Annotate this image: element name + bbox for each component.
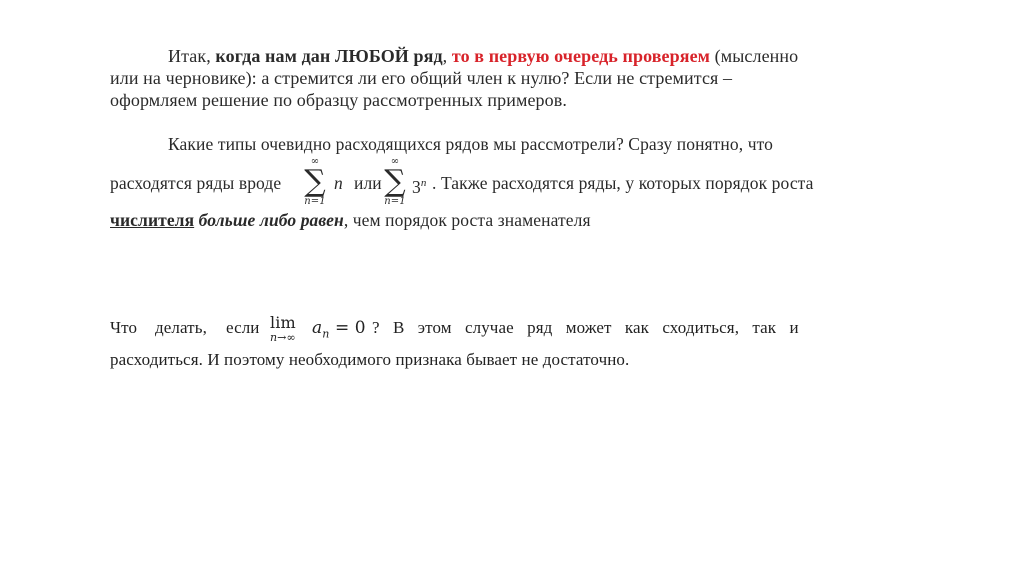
text-intro: Итак, bbox=[168, 46, 216, 66]
sum1-upper-limit: ∞ bbox=[310, 156, 320, 167]
sum1-lower-limit: n=1 bbox=[304, 196, 326, 207]
word-if: если bbox=[226, 318, 260, 337]
sum2-lower-limit: n=1 bbox=[384, 196, 406, 207]
text-check-first-highlight: то в первую очередь проверяем bbox=[451, 46, 711, 66]
paragraph-divergent-series bbox=[110, 133, 840, 233]
text-comma: , bbox=[442, 46, 452, 66]
paragraph1-line3: оформляем решение по образцу рассмотренных примеров. bbox=[110, 90, 567, 110]
text-greater-or-equal: больше либо равен bbox=[198, 210, 344, 230]
text-numerator: числителя bbox=[110, 210, 195, 230]
text-any-series: когда нам дан ЛЮБОЙ ряд bbox=[215, 46, 443, 66]
term-equals-zero: = 0 bbox=[329, 318, 366, 338]
paragraph-check-terms bbox=[110, 45, 830, 111]
paragraph3-row2: расходиться. И поэтому необходимого признака бывает не достаточно. bbox=[110, 350, 630, 369]
sum2-upper-limit: ∞ bbox=[390, 156, 400, 167]
sum1-term: n bbox=[334, 173, 343, 193]
text-diverge-like: расходятся ряды вроде bbox=[110, 173, 282, 193]
sum2-sigma-icon: ∑ bbox=[384, 164, 406, 199]
limit-subscript: n→∞ bbox=[270, 331, 296, 344]
paragraph1-line2: или на черновике): а стремится ли его общий член к нулю? Если не стремится – bbox=[110, 68, 733, 88]
limit-text: lim bbox=[270, 313, 296, 332]
sum2-term-base: 3 bbox=[412, 176, 421, 197]
text-mentally: (мысленно bbox=[710, 46, 799, 66]
limit-formula bbox=[270, 314, 296, 343]
paragraph2-line1: Какие типы очевидно расходящихся рядов мы рассмотрели? Сразу понятно, что bbox=[168, 134, 773, 154]
sum2-term-exponent: n bbox=[420, 177, 427, 189]
word-what: Что bbox=[110, 318, 138, 337]
sequence-term bbox=[312, 312, 366, 350]
sum-formula-3n bbox=[380, 157, 410, 207]
word-do: делать, bbox=[155, 318, 207, 337]
text-this-case: ? В этом случае ряд может как сходиться, так и bbox=[372, 318, 799, 337]
text-than-denominator: , чем порядок роста знаменателя bbox=[343, 210, 591, 230]
sum1-sigma-icon: ∑ bbox=[304, 164, 326, 199]
text-or: или bbox=[354, 173, 382, 193]
sum2-term bbox=[412, 172, 426, 198]
paragraph1-line1 bbox=[110, 45, 830, 67]
sum-formula-n bbox=[300, 157, 330, 207]
paragraph3-row1 bbox=[110, 312, 832, 344]
term-subscript: n bbox=[322, 327, 330, 341]
paragraph2-line3 bbox=[110, 209, 840, 233]
paragraph2-line2 bbox=[110, 157, 840, 209]
text-also-diverge: . Также расходятся ряды, у которых порядок роста bbox=[432, 173, 814, 193]
paragraph-limit-zero bbox=[110, 312, 832, 376]
term-variable: a bbox=[312, 318, 323, 338]
